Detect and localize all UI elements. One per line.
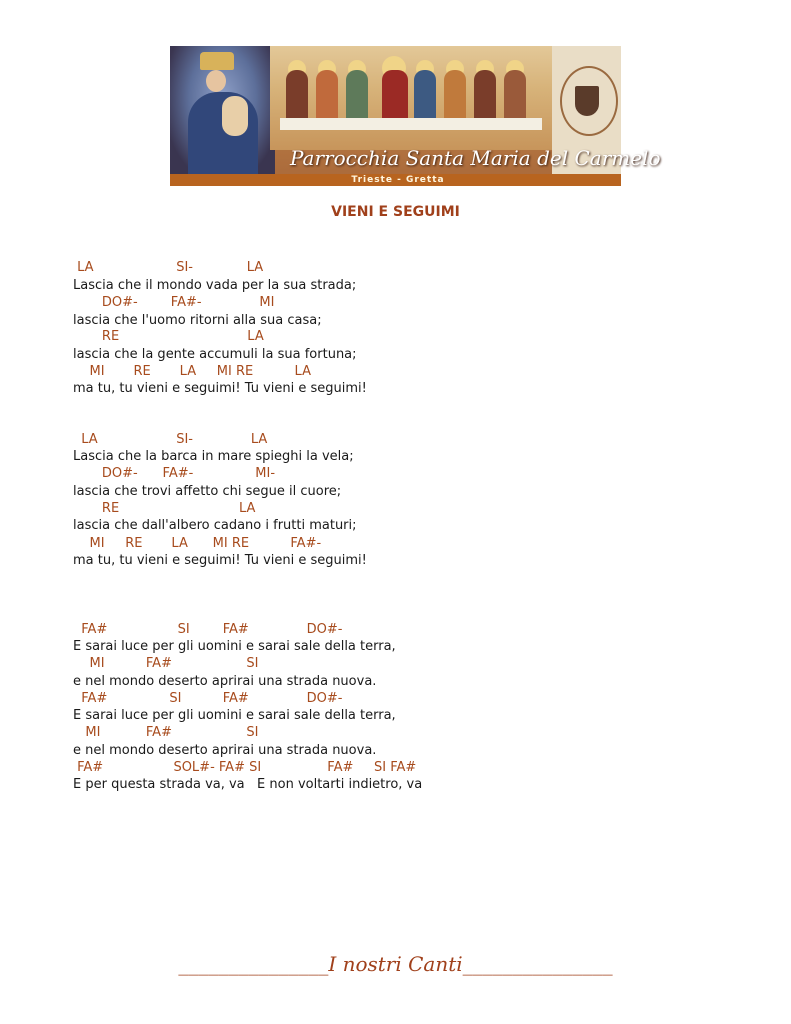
footer-songbook-title: _______________I nostri Canti_______________: [178, 952, 613, 976]
lyric-line: lascia che trovi affetto chi segue il cuore;: [73, 484, 342, 499]
song-title: VIENI E SEGUIMI: [331, 204, 460, 220]
parish-banner: [170, 46, 661, 186]
banner-subtitle-bar: [170, 174, 621, 186]
lyric-line: ma tu, tu vieni e seguimi! Tu vieni e seguimi!: [73, 553, 367, 568]
chord-line: FA# SOL#- FA# SI FA# SI FA#: [73, 760, 417, 775]
lyric-line: lascia che l'uomo ritorni alla sua casa;: [73, 313, 322, 328]
lyric-line: e nel mondo deserto aprirai una strada nuova.: [73, 743, 377, 758]
lyric-line: E per questa strada va, va E non voltarti indietro, va: [73, 777, 423, 792]
madonna-statue-image: [170, 46, 275, 174]
last-supper-fresco-image: [270, 46, 552, 150]
chord-line: LA SI- LA: [73, 432, 268, 447]
chord-line: FA# SI FA# DO#-: [73, 622, 343, 637]
lyric-line: E sarai luce per gli uomini e sarai sale della terra,: [73, 708, 396, 723]
chord-line: FA# SI FA# DO#-: [73, 691, 343, 706]
chord-line: DO#- FA#- MI: [73, 295, 275, 310]
lyric-line: Lascia che il mondo vada per la sua strada;: [73, 278, 357, 293]
chord-line: MI FA# SI: [73, 725, 259, 740]
lyric-line: lascia che la gente accumuli la sua fortuna;: [73, 347, 357, 362]
lyric-line: E sarai luce per gli uomini e sarai sale della terra,: [73, 639, 396, 654]
chord-line: DO#- FA#- MI-: [73, 466, 276, 481]
lyric-line: ma tu, tu vieni e seguimi! Tu vieni e seguimi!: [73, 381, 367, 396]
chord-line: LA SI- LA: [73, 260, 264, 275]
chord-line: RE LA: [73, 501, 256, 516]
banner-subtitle: Trieste - Gretta: [351, 175, 445, 185]
chord-line: RE LA: [73, 329, 264, 344]
chord-line: MI FA# SI: [73, 656, 259, 671]
lyric-line: lascia che dall'albero cadano i frutti maturi;: [73, 518, 357, 533]
chord-line: MI RE LA MI RE LA: [73, 364, 311, 379]
banner-title: Parrocchia Santa Maria del Carmelo: [290, 146, 661, 170]
chord-line: MI RE LA MI RE FA#-: [73, 536, 322, 551]
lyric-line: Lascia che la barca in mare spieghi la vela;: [73, 449, 354, 464]
lyric-line: e nel mondo deserto aprirai una strada nuova.: [73, 674, 377, 689]
